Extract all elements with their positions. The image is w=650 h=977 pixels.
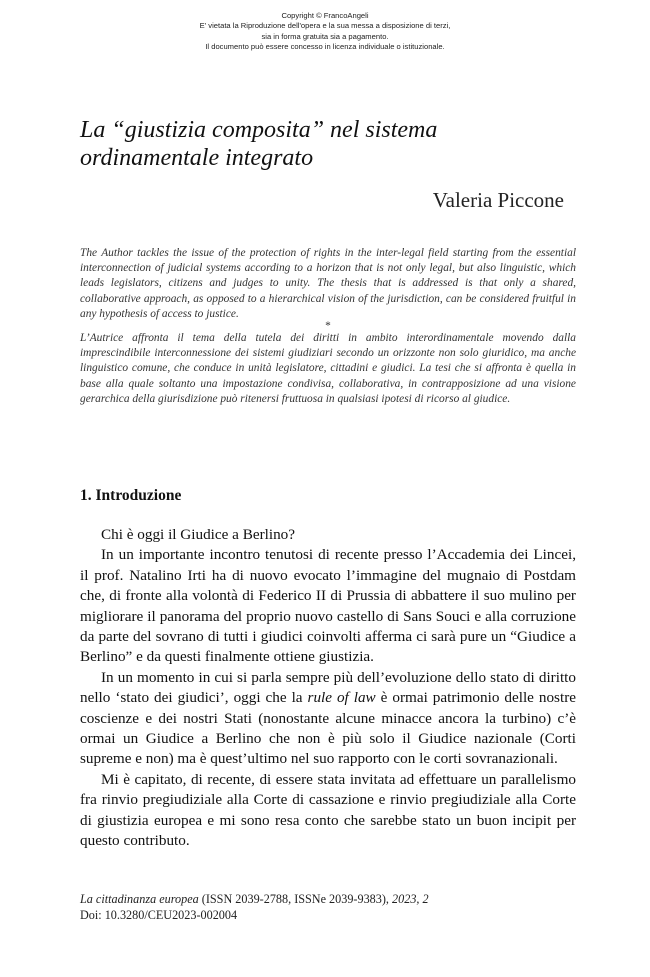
paragraph-3-start: In un momento in cui si parla sempre più dell’evoluzione dello stato di diritto nello ‘stato dei giudici’, oggi che la	[80, 668, 576, 707]
journal-issn: (ISSN 2039-2788, ISSNe 2039-9383),	[198, 892, 393, 906]
copyright-line-4: Il documento può essere concesso in licenza individuale o istituzionale.	[205, 42, 445, 52]
paragraph-1: Chi è oggi il Giudice a Berlino?	[101, 526, 296, 543]
paragraph-3-end: è ormai patrimonio delle nostre coscienze e dei nostri Stati (nonostante alcune minacce ancora la turbino) c’è ormai un Giudice a Berlino che non è più solo il Giudice nazionale (Corti supreme e non) ma è quest’ultimo nel suo rapporto con le corti sovranazionali.	[80, 689, 576, 768]
section-heading: 1. Introduzione	[80, 487, 182, 504]
abstract	[80, 246, 576, 407]
citation-line	[80, 892, 580, 908]
journal-name: La cittadinanza europea	[80, 892, 199, 906]
rule-of-law-term: rule of law	[307, 689, 376, 707]
journal-issue: 2023, 2	[392, 892, 429, 906]
abstract-italian: L’Autrice affronta il tema della tutela dei diritti in ambito interordinamentale movendo dalla imprescindibile interconnessione dei sistemi giudiziari secondo un orizzonte non solo giuridico, ma anche linguistico comune, che conduce in unità legislatore, cittadini e giudici. La tesi che si affronta è quella in base alla quale soltanto una impostazione condivisa, collaborativa, in contrapposizione ad una visione gerarchica della giurisdizione può ritenersi fruttuosa in qualsiasi ipotesi di ricorso al giudice.	[80, 332, 576, 405]
abstract-separator: *	[325, 320, 331, 333]
copyright-line-2: E' vietata la Riproduzione dell'opera e la sua messa a disposizione di terzi,	[199, 21, 451, 31]
article-author: Valeria Piccone	[432, 188, 564, 212]
paragraph-3	[80, 668, 576, 770]
copyright-line-1: Copyright © FrancoAngeli	[281, 11, 369, 20]
body-text	[80, 525, 576, 852]
page-footer	[80, 892, 580, 923]
article-title: La “giustizia composita” nel sistema ordinamentale integrato	[80, 117, 438, 171]
paragraph-4: Mi è capitato, di recente, di essere stata invitata ad effettuare un parallelismo fra rinvio pregiudiziale alla Corte di cassazione e rinvio pregiudiziale alla Corte di giustizia europea e mi sono resa conto che sarebbe stato un buon incipit per questo contributo.	[80, 770, 576, 850]
copyright-line-3: sia in forma gratuita sia a pagamento.	[261, 31, 389, 41]
copyright-notice	[0, 11, 650, 53]
paragraph-2: In un importante incontro tenutosi di recente presso l’Accademia dei Lincei, il prof. Natalino Irti ha di nuovo evocato l’immagine del mugnaio di Postdam che, di fronte alla volontà di Federico II di Prussia di abbattere il suo mulino per migliorare il panorama del proprio nuovo castello di Sans Souci e alla corruzione da parte del sovrano di tutti i giudici coinvolti afferma ci sarà pure un “Giudice a Berlino” e da questi finalmente ottiene giustizia.	[80, 546, 576, 666]
abstract-english: The Author tackles the issue of the protection of rights in the inter-legal field starting from the essential interconnection of judicial systems according to a horizon that is not only legal, but also linguistic, which leads legislators, citizens and judges to unity. The thesis that is addressed is that only a shared, collaborative approach, as opposed to a hierarchical vision of the jurisdiction, can be considered fruitful in any hypothesis of access to justice.	[80, 247, 576, 320]
doi-line: Doi: 10.3280/CEU2023-002004	[80, 907, 238, 922]
